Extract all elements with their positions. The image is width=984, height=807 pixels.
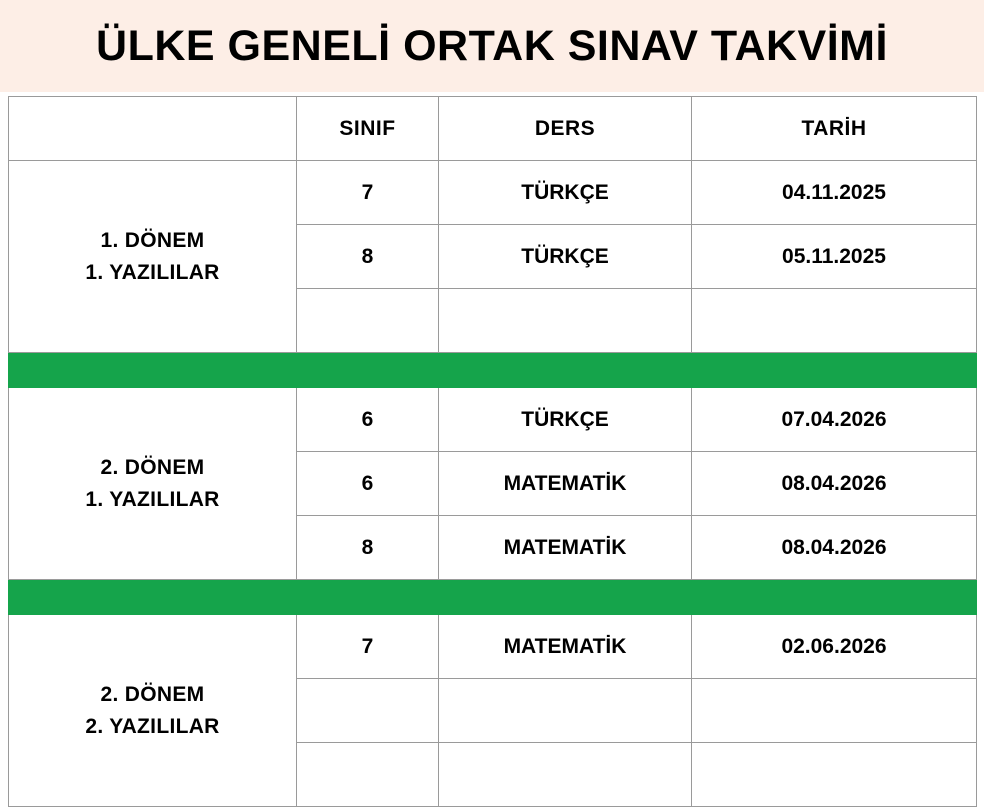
cell-sinif bbox=[297, 743, 439, 807]
cell-sinif: 7 bbox=[297, 161, 439, 225]
cell-tarih: 04.11.2025 bbox=[692, 161, 977, 225]
cell-sinif: 6 bbox=[297, 452, 439, 516]
cell-ders: TÜRKÇE bbox=[439, 161, 692, 225]
cell-sinif: 8 bbox=[297, 516, 439, 580]
group-label-3-line1: 2. DÖNEM bbox=[100, 683, 205, 706]
cell-ders: MATEMATİK bbox=[439, 516, 692, 580]
cell-ders bbox=[439, 289, 692, 353]
group-label-2 bbox=[9, 388, 297, 580]
group-label-1-line2: 1. YAZILILAR bbox=[85, 260, 220, 284]
schedule-table bbox=[8, 96, 977, 807]
header-sinif: SINIF bbox=[297, 97, 439, 161]
section-separator bbox=[9, 580, 977, 615]
cell-ders: MATEMATİK bbox=[439, 452, 692, 516]
section-separator bbox=[9, 353, 977, 388]
group-label-1-line1: 1. DÖNEM bbox=[100, 229, 205, 252]
table-row bbox=[9, 161, 977, 225]
cell-ders: MATEMATİK bbox=[439, 615, 692, 679]
cell-sinif bbox=[297, 289, 439, 353]
cell-sinif: 7 bbox=[297, 615, 439, 679]
separator-bar-right bbox=[692, 580, 977, 615]
header-tarih: TARİH bbox=[692, 97, 977, 161]
group-label-2-line2: 1. YAZILILAR bbox=[85, 487, 220, 511]
title-banner bbox=[0, 0, 984, 92]
cell-ders: TÜRKÇE bbox=[439, 225, 692, 289]
separator-bar bbox=[9, 580, 692, 615]
separator-bar bbox=[9, 353, 977, 388]
cell-tarih bbox=[692, 743, 977, 807]
table-row bbox=[9, 388, 977, 452]
cell-tarih: 05.11.2025 bbox=[692, 225, 977, 289]
cell-sinif bbox=[297, 679, 439, 743]
cell-ders bbox=[439, 743, 692, 807]
cell-tarih: 07.04.2026 bbox=[692, 388, 977, 452]
table-header-row bbox=[9, 97, 977, 161]
group-label-2-line1: 2. DÖNEM bbox=[100, 456, 205, 479]
cell-sinif: 8 bbox=[297, 225, 439, 289]
cell-tarih bbox=[692, 289, 977, 353]
cell-ders bbox=[439, 679, 692, 743]
cell-tarih: 02.06.2026 bbox=[692, 615, 977, 679]
header-ders: DERS bbox=[439, 97, 692, 161]
page-title: ÜLKE GENELİ ORTAK SINAV TAKVİMİ bbox=[96, 21, 888, 70]
cell-tarih: 08.04.2026 bbox=[692, 452, 977, 516]
table-row bbox=[9, 615, 977, 679]
header-blank-cell bbox=[9, 97, 297, 161]
schedule-table-container bbox=[8, 96, 976, 807]
group-label-1 bbox=[9, 161, 297, 353]
cell-tarih: 08.04.2026 bbox=[692, 516, 977, 580]
cell-ders: TÜRKÇE bbox=[439, 388, 692, 452]
cell-sinif: 6 bbox=[297, 388, 439, 452]
group-label-3-line2: 2. YAZILILAR bbox=[85, 714, 220, 738]
cell-tarih bbox=[692, 679, 977, 743]
group-label-3 bbox=[9, 615, 297, 807]
